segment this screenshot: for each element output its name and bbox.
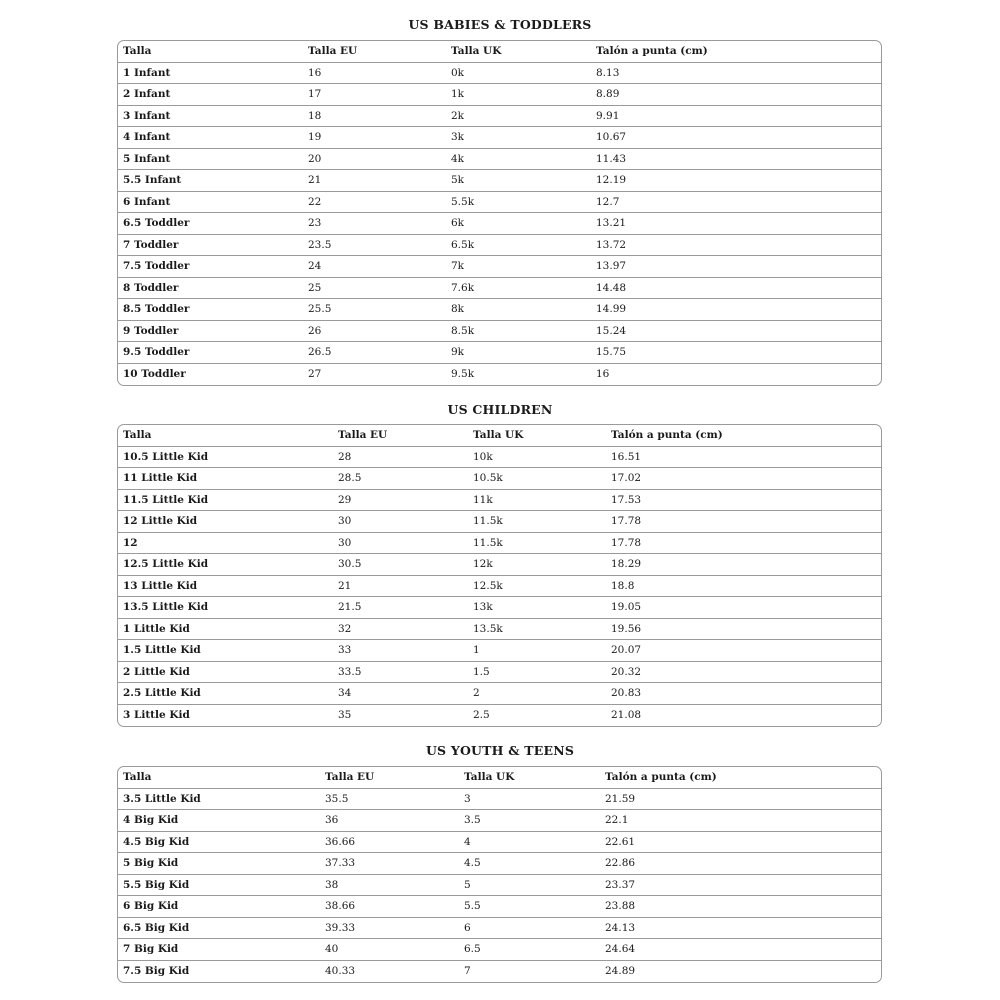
cell-size: 10.5 Little Kid [123,450,209,463]
cell-size: 3.5 Little Kid [123,792,201,805]
cell-size: 13 Little Kid [123,579,198,592]
cell-eu-size: 20 [308,152,322,165]
table-header-row [118,425,881,447]
cell-heel-to-toe: 12.7 [596,195,620,208]
cell-eu-size: 28 [338,450,352,463]
table-row [118,299,881,321]
cell-eu-size: 25 [308,281,322,294]
cell-size: 3 Little Kid [123,708,190,721]
cell-heel-to-toe: 9.91 [596,109,620,122]
header-uk-size: Talla UK [473,429,524,441]
header-uk-size: Talla UK [464,771,515,783]
table-row [118,918,881,940]
cell-heel-to-toe: 15.75 [596,346,627,358]
cell-uk-size: 1k [451,88,465,100]
table-row [118,63,881,85]
section-1-title: US BABIES & TODDLERS [408,17,592,32]
cell-size: 4 Infant [123,131,171,143]
cell-uk-size: 4 [464,835,471,848]
cell-eu-size: 16 [308,66,322,79]
cell-eu-size: 17 [308,88,322,100]
cell-uk-size: 12k [473,558,493,570]
table-row [118,256,881,278]
cell-heel-to-toe: 16 [596,367,610,380]
cell-uk-size: 2 [473,687,480,699]
cell-eu-size: 29 [338,493,352,506]
cell-uk-size: 1.5 [473,665,490,678]
table-row [118,576,881,598]
table-row [118,468,881,490]
cell-eu-size: 36 [325,814,339,826]
cell-heel-to-toe: 22.61 [605,835,636,848]
cell-size: 1 Little Kid [123,622,190,635]
table-row [118,853,881,875]
cell-uk-size: 2.5 [473,708,490,721]
cell-size: 1 Infant [123,66,171,79]
cell-size: 8 Toddler [123,281,179,294]
cell-size: 7 Big Kid [123,943,179,955]
cell-size: 7.5 Toddler [123,260,190,272]
cell-heel-to-toe: 8.13 [596,66,620,79]
cell-eu-size: 21 [308,174,322,186]
cell-eu-size: 40.33 [325,964,356,977]
cell-eu-size: 30 [338,536,352,549]
header-heel-to-toe: Talón a punta (cm) [611,429,723,441]
cell-uk-size: 5k [451,174,465,186]
cell-heel-to-toe: 20.32 [611,665,642,678]
cell-size: 5 Big Kid [123,857,179,869]
table-row [118,149,881,171]
cell-eu-size: 34 [338,687,352,699]
cell-uk-size: 3 [464,792,471,805]
cell-eu-size: 35.5 [325,792,349,805]
cell-uk-size: 7.6k [451,281,475,294]
cell-uk-size: 7k [451,260,465,272]
table-row [118,832,881,854]
cell-uk-size: 9.5k [451,367,475,380]
cell-eu-size: 33 [338,644,352,656]
table-row [118,127,881,149]
header-heel-to-toe: Talón a punta (cm) [596,45,708,57]
cell-heel-to-toe: 17.78 [611,515,642,527]
cell-uk-size: 6.5 [464,943,481,955]
cell-eu-size: 37.33 [325,857,356,869]
table-row [118,235,881,257]
table-row [118,875,881,897]
cell-uk-size: 6.5k [451,238,475,251]
cell-uk-size: 11.5k [473,536,503,549]
cell-heel-to-toe: 23.37 [605,878,636,891]
cell-eu-size: 40 [325,943,339,955]
cell-size: 5.5 Infant [123,174,182,186]
cell-size: 2.5 Little Kid [123,687,201,699]
cell-size: 11 Little Kid [123,472,198,484]
header-size: Talla [123,429,152,441]
cell-uk-size: 4.5 [464,857,481,869]
cell-heel-to-toe: 18.29 [611,558,642,570]
table-row [118,106,881,128]
table-row [118,490,881,512]
cell-heel-to-toe: 19.05 [611,601,642,613]
cell-heel-to-toe: 22.1 [605,814,629,826]
table-row [118,705,881,727]
cell-uk-size: 10k [473,450,493,463]
cell-heel-to-toe: 13.21 [596,217,627,229]
cell-size: 2 Infant [123,88,171,100]
cell-size: 6.5 Toddler [123,217,190,229]
table-row [118,789,881,811]
table-row [118,896,881,918]
cell-size: 5.5 Big Kid [123,878,190,891]
cell-heel-to-toe: 13.72 [596,238,627,251]
table-row [118,533,881,555]
cell-heel-to-toe: 10.67 [596,131,627,143]
table-row [118,554,881,576]
cell-eu-size: 28.5 [338,472,362,484]
cell-heel-to-toe: 17.78 [611,536,642,549]
cell-heel-to-toe: 17.53 [611,493,642,506]
cell-uk-size: 2k [451,109,465,122]
header-eu-size: Talla EU [338,429,388,441]
table-row [118,213,881,235]
cell-uk-size: 7 [464,964,471,977]
table-row [118,364,881,386]
cell-eu-size: 27 [308,367,322,380]
section-2-title: US CHILDREN [447,402,553,417]
table-row [118,192,881,214]
cell-size: 1.5 Little Kid [123,644,201,656]
header-uk-size: Talla UK [451,45,502,57]
cell-eu-size: 26.5 [308,346,332,358]
table-row [118,662,881,684]
cell-heel-to-toe: 14.48 [596,281,627,294]
cell-uk-size: 11k [473,493,493,506]
cell-size: 5 Infant [123,152,171,165]
table-row [118,939,881,961]
table-row [118,810,881,832]
table-header-row [118,41,881,63]
table-row [118,619,881,641]
cell-eu-size: 30 [338,515,352,527]
cell-size: 7.5 Big Kid [123,964,190,977]
section-3-title: US YOUTH & TEENS [425,743,575,758]
cell-size: 12 Little Kid [123,515,198,527]
table-row [118,170,881,192]
table-header-row [118,767,881,789]
cell-eu-size: 32 [338,622,352,635]
cell-size: 8.5 Toddler [123,303,190,315]
cell-size: 6 Infant [123,195,171,208]
cell-eu-size: 23 [308,217,322,229]
cell-heel-to-toe: 13.97 [596,260,627,272]
cell-uk-size: 6 [464,921,471,934]
table-row [118,640,881,662]
header-size: Talla [123,771,152,783]
cell-heel-to-toe: 16.51 [611,450,642,463]
table-row [118,278,881,300]
cell-heel-to-toe: 11.43 [596,152,627,165]
section-2-size-table [117,424,882,727]
cell-size: 4 Big Kid [123,814,179,826]
cell-heel-to-toe: 18.8 [611,579,635,592]
table-row [118,84,881,106]
cell-eu-size: 18 [308,109,322,122]
cell-heel-to-toe: 12.19 [596,174,627,186]
cell-eu-size: 22 [308,195,322,208]
cell-uk-size: 5.5 [464,900,481,912]
cell-uk-size: 3k [451,131,465,143]
cell-uk-size: 11.5k [473,515,503,527]
cell-heel-to-toe: 8.89 [596,88,620,100]
header-eu-size: Talla EU [325,771,375,783]
cell-uk-size: 0k [451,66,465,79]
cell-size: 10 Toddler [123,367,186,380]
cell-uk-size: 10.5k [473,472,503,484]
cell-heel-to-toe: 24.13 [605,921,636,934]
cell-size: 12 [123,536,138,549]
cell-heel-to-toe: 14.99 [596,303,627,315]
cell-eu-size: 24 [308,260,322,272]
cell-eu-size: 38.66 [325,900,356,912]
cell-eu-size: 33.5 [338,665,362,678]
cell-eu-size: 30.5 [338,558,362,570]
cell-size: 9 Toddler [123,324,179,337]
section-3-size-table [117,766,882,983]
cell-size: 13.5 Little Kid [123,601,209,613]
cell-uk-size: 4k [451,152,465,165]
table-row [118,683,881,705]
cell-eu-size: 35 [338,708,352,721]
cell-heel-to-toe: 23.88 [605,900,636,912]
cell-eu-size: 21 [338,579,352,592]
cell-heel-to-toe: 21.08 [611,708,642,721]
cell-uk-size: 8k [451,303,465,315]
cell-size: 6 Big Kid [123,900,179,912]
table-row [118,447,881,469]
cell-eu-size: 26 [308,324,322,337]
section-1-size-table [117,40,882,386]
cell-uk-size: 1 [473,644,480,656]
cell-eu-size: 39.33 [325,921,356,934]
cell-size: 6.5 Big Kid [123,921,190,934]
table-row [118,342,881,364]
cell-uk-size: 3.5 [464,814,481,826]
cell-size: 9.5 Toddler [123,346,190,358]
table-row [118,321,881,343]
header-size: Talla [123,45,152,57]
cell-size: 11.5 Little Kid [123,493,209,506]
cell-heel-to-toe: 20.07 [611,644,642,656]
cell-uk-size: 13.5k [473,622,503,635]
cell-eu-size: 25.5 [308,303,332,315]
header-heel-to-toe: Talón a punta (cm) [605,771,717,783]
table-row [118,597,881,619]
cell-eu-size: 38 [325,878,339,891]
cell-heel-to-toe: 19.56 [611,622,642,635]
cell-heel-to-toe: 15.24 [596,324,627,337]
cell-heel-to-toe: 20.83 [611,687,642,699]
cell-uk-size: 8.5k [451,324,475,337]
cell-heel-to-toe: 24.89 [605,964,636,977]
cell-eu-size: 36.66 [325,835,356,848]
cell-heel-to-toe: 21.59 [605,792,636,805]
cell-size: 3 Infant [123,109,171,122]
cell-uk-size: 6k [451,217,465,229]
table-row [118,511,881,533]
cell-heel-to-toe: 17.02 [611,472,642,484]
cell-eu-size: 21.5 [338,601,362,613]
cell-eu-size: 23.5 [308,238,332,251]
cell-uk-size: 9k [451,346,465,358]
table-row [118,961,881,983]
cell-uk-size: 5 [464,878,471,891]
cell-heel-to-toe: 24.64 [605,943,636,955]
cell-uk-size: 5.5k [451,195,475,208]
cell-heel-to-toe: 22.86 [605,857,636,869]
cell-size: 2 Little Kid [123,665,190,678]
cell-size: 7 Toddler [123,238,179,251]
cell-uk-size: 13k [473,601,493,613]
cell-eu-size: 19 [308,131,322,143]
cell-uk-size: 12.5k [473,579,503,592]
cell-size: 4.5 Big Kid [123,835,190,848]
header-eu-size: Talla EU [308,45,358,57]
cell-size: 12.5 Little Kid [123,558,209,570]
